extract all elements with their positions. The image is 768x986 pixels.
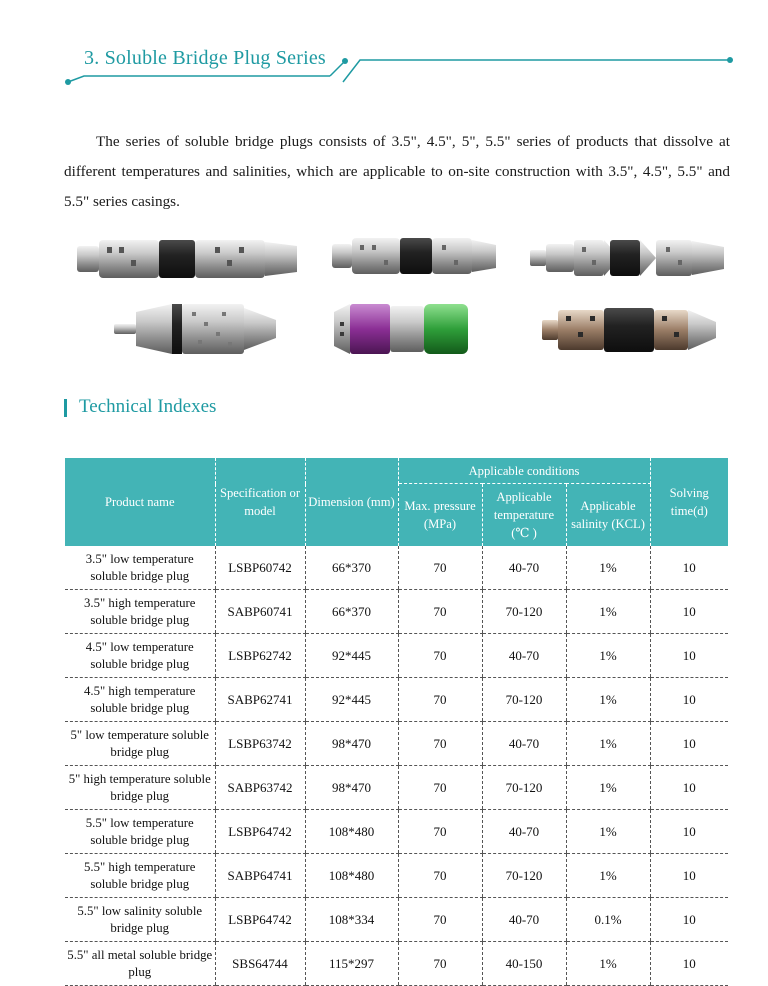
cell-product-name: 3.5" high temperature soluble bridge plug xyxy=(65,590,215,634)
cell-temperature: 40-70 xyxy=(482,722,566,766)
header-dot-right xyxy=(727,57,733,63)
cell-dimension: 108*480 xyxy=(305,854,398,898)
cell-product-name: 5" high temperature soluble bridge plug xyxy=(65,766,215,810)
cell-product-name: 3.5" low temperature soluble bridge plug xyxy=(65,546,215,590)
table-row xyxy=(65,546,728,590)
cell-pressure: 70 xyxy=(398,942,482,986)
header-salinity: Applicable salinity (KCL) xyxy=(566,484,650,547)
cell-temperature: 70-120 xyxy=(482,766,566,810)
cell-product-name: 5.5" low salinity soluble bridge plug xyxy=(65,898,215,942)
cell-pressure: 70 xyxy=(398,678,482,722)
cell-salinity: 1% xyxy=(566,942,650,986)
cell-temperature: 70-120 xyxy=(482,678,566,722)
cell-solving-time: 10 xyxy=(650,766,728,810)
table-row xyxy=(65,810,728,854)
table-row xyxy=(65,722,728,766)
table-row xyxy=(65,898,728,942)
bridge-plug-photo-5 xyxy=(332,298,472,360)
cell-model: LSBP64742 xyxy=(215,810,305,854)
cell-pressure: 70 xyxy=(398,854,482,898)
cell-solving-time: 10 xyxy=(650,546,728,590)
product-photo-grid xyxy=(0,210,768,370)
cell-solving-time: 10 xyxy=(650,678,728,722)
cell-solving-time: 10 xyxy=(650,634,728,678)
bridge-plug-photo-6 xyxy=(540,302,720,358)
cell-solving-time: 10 xyxy=(650,854,728,898)
cell-dimension: 108*480 xyxy=(305,810,398,854)
cell-model: SABP63742 xyxy=(215,766,305,810)
table-row xyxy=(65,854,728,898)
table-header-row xyxy=(65,458,728,484)
cell-product-name: 5.5" low temperature soluble bridge plug xyxy=(65,810,215,854)
header-dimension: Dimension (mm) xyxy=(305,458,398,546)
cell-solving-time: 10 xyxy=(650,590,728,634)
cell-pressure: 70 xyxy=(398,810,482,854)
cell-product-name: 4.5" low temperature soluble bridge plug xyxy=(65,634,215,678)
cell-pressure: 70 xyxy=(398,634,482,678)
cell-pressure: 70 xyxy=(398,898,482,942)
cell-pressure: 70 xyxy=(398,590,482,634)
cell-temperature: 40-70 xyxy=(482,634,566,678)
header-temperature: Applicable temperature (℃ ) xyxy=(482,484,566,547)
cell-model: SABP62741 xyxy=(215,678,305,722)
section-header xyxy=(0,0,768,100)
cell-dimension: 108*334 xyxy=(305,898,398,942)
section-title: 3. Soluble Bridge Plug Series xyxy=(84,47,326,69)
cell-salinity: 1% xyxy=(566,546,650,590)
cell-salinity: 1% xyxy=(566,590,650,634)
cell-salinity: 1% xyxy=(566,810,650,854)
header-product-name: Product name xyxy=(65,458,215,546)
cell-temperature: 40-150 xyxy=(482,942,566,986)
bridge-plug-photo-2 xyxy=(330,232,500,282)
cell-salinity: 1% xyxy=(566,766,650,810)
table-row xyxy=(65,942,728,986)
cell-product-name: 5" low temperature soluble bridge plug xyxy=(65,722,215,766)
cell-dimension: 98*470 xyxy=(305,722,398,766)
cell-model: LSBP60742 xyxy=(215,546,305,590)
cell-dimension: 66*370 xyxy=(305,590,398,634)
table-row xyxy=(65,678,728,722)
cell-product-name: 4.5" high temperature soluble bridge plug xyxy=(65,678,215,722)
table-row xyxy=(65,766,728,810)
cell-salinity: 1% xyxy=(566,678,650,722)
cell-dimension: 66*370 xyxy=(305,546,398,590)
cell-temperature: 70-120 xyxy=(482,590,566,634)
cell-salinity: 0.1% xyxy=(566,898,650,942)
cell-temperature: 40-70 xyxy=(482,546,566,590)
cell-product-name: 5.5" all metal soluble bridge plug xyxy=(65,942,215,986)
cell-solving-time: 10 xyxy=(650,722,728,766)
table-row xyxy=(65,634,728,678)
header-max-pressure: Max. pressure (MPa) xyxy=(398,484,482,547)
cell-model: LSBP63742 xyxy=(215,722,305,766)
cell-model: SBS64744 xyxy=(215,942,305,986)
bridge-plug-photo-3 xyxy=(528,232,728,284)
header-solving-time: Solving time(d) xyxy=(650,458,728,546)
intro-paragraph: The series of soluble bridge plugs consists of 3.5", 4.5", 5", 5.5" series of products that dissolve at different temperatures and salinities, which are applicable to on-site construction with 3.5", 4.5", 5.5" and 5.5" series casings. xyxy=(64,133,730,211)
header-applicable-conditions: Applicable conditions xyxy=(398,458,650,484)
cell-solving-time: 10 xyxy=(650,810,728,854)
cell-pressure: 70 xyxy=(398,546,482,590)
cell-dimension: 92*445 xyxy=(305,634,398,678)
cell-dimension: 92*445 xyxy=(305,678,398,722)
bridge-plug-photo-4 xyxy=(112,300,282,358)
cell-salinity: 1% xyxy=(566,722,650,766)
table-row xyxy=(65,590,728,634)
cell-model: SABP64741 xyxy=(215,854,305,898)
cell-salinity: 1% xyxy=(566,854,650,898)
cell-salinity: 1% xyxy=(566,634,650,678)
cell-model: LSBP62742 xyxy=(215,634,305,678)
cell-pressure: 70 xyxy=(398,766,482,810)
cell-model: SABP60741 xyxy=(215,590,305,634)
cell-dimension: 98*470 xyxy=(305,766,398,810)
cell-dimension: 115*297 xyxy=(305,942,398,986)
spec-table xyxy=(65,458,728,986)
spec-table-body xyxy=(65,546,728,986)
cell-temperature: 40-70 xyxy=(482,810,566,854)
cell-model: LSBP64742 xyxy=(215,898,305,942)
header-spec-model: Specification or model xyxy=(215,458,305,546)
technical-indexes-marker xyxy=(64,399,67,417)
cell-pressure: 70 xyxy=(398,722,482,766)
cell-solving-time: 10 xyxy=(650,898,728,942)
technical-indexes-title: Technical Indexes xyxy=(79,396,217,417)
cell-temperature: 70-120 xyxy=(482,854,566,898)
cell-temperature: 40-70 xyxy=(482,898,566,942)
cell-solving-time: 10 xyxy=(650,942,728,986)
cell-product-name: 5.5" high temperature soluble bridge plug xyxy=(65,854,215,898)
bridge-plug-photo-1 xyxy=(75,232,305,288)
